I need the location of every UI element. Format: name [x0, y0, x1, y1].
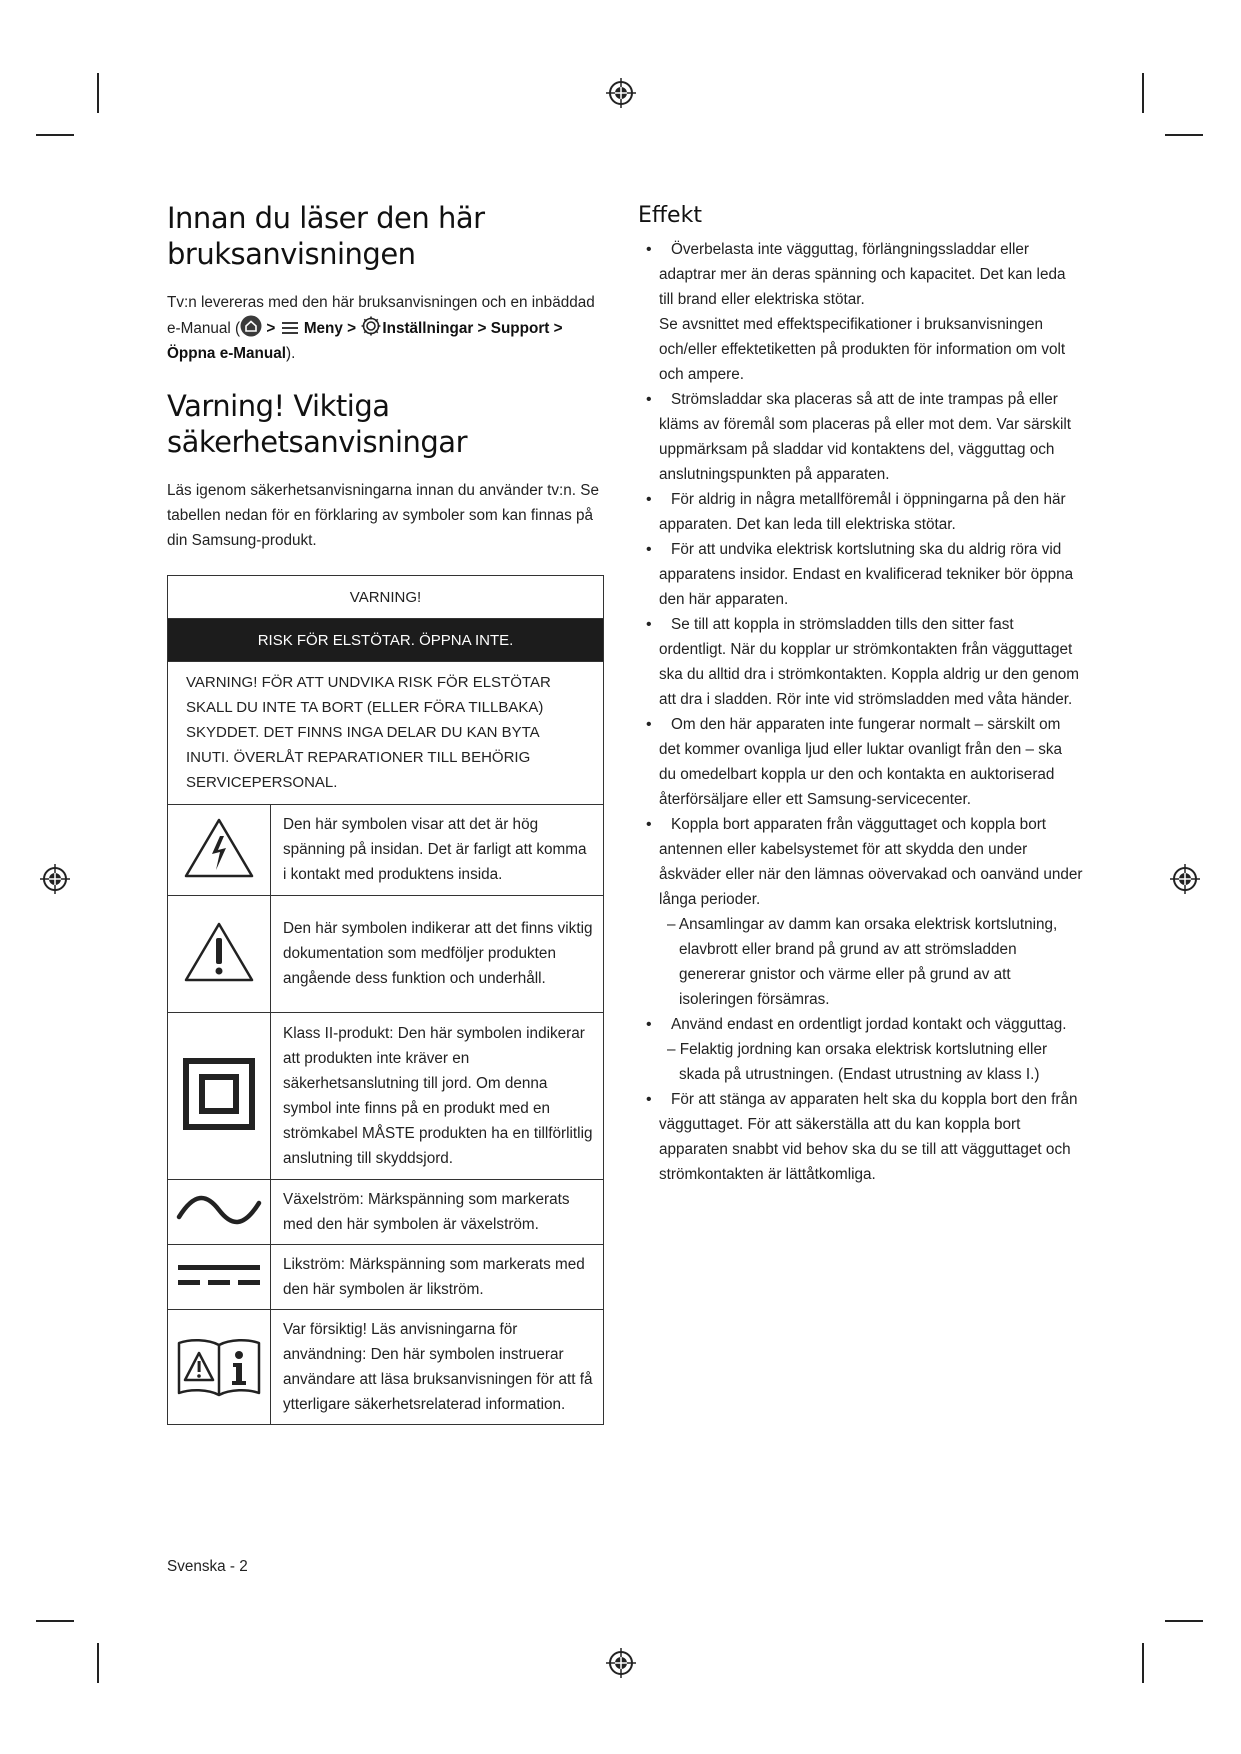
table-header: VARNING!: [168, 576, 604, 619]
bullet-text: • Använd endast en ordentligt jordad kontakt och vägguttag.: [671, 1016, 1067, 1033]
menu-icon: [280, 319, 300, 337]
table-row: [168, 1180, 604, 1245]
list-item: [638, 487, 1083, 537]
safety-symbols-table: [167, 575, 604, 1425]
registration-mark-icon: [40, 864, 70, 894]
symbol-description: Den här symbolen indikerar att det finns viktig dokumentation som medföljer produkten angående dess funktion och underhåll.: [271, 896, 604, 1013]
table-row: [168, 1310, 604, 1425]
symbol-cell: [168, 1310, 271, 1425]
breadcrumb-separator: >: [473, 320, 491, 337]
crop-mark: [97, 1643, 99, 1683]
crop-mark: [1142, 73, 1144, 113]
right-column: [638, 203, 1083, 1187]
bullet-text: • Strömsladdar ska placeras så att de inte trampas på eller kläms av föremål som placeras på eller mot dem. Var särskilt uppmärksam på sladdar vid kontaktens del, vägguttag och anslutningspunkten på apparaten.: [659, 391, 1072, 483]
breadcrumb-separator: >: [262, 320, 280, 337]
list-item: [638, 1012, 1083, 1087]
bullet-text: • Överbelasta inte vägguttag, förlängningssladdar eller adaptrar mer än deras spänning och kapacitet. Det kan leda till brand eller elektriska stötar.: [659, 241, 1066, 308]
list-item: [638, 812, 1083, 1012]
intro-text: Tv:n levereras med den här bruksanvisningen och en inbäddad e-Manual (: [167, 294, 595, 337]
bullet-text: • Om den här apparaten inte fungerar normalt – särskilt om det kommer ovanliga ljud eller luktar ovanligt från den – ska du omedelbart koppla ur den och kontakta en auktoriserad återförsäljare eller ett Samsung-servicecenter.: [659, 716, 1063, 808]
crop-mark: [97, 73, 99, 113]
page-title: Innan du läser den här bruksanvisningen: [167, 201, 485, 271]
section-heading: Effekt: [638, 203, 702, 228]
list-item: [638, 387, 1083, 487]
menu-label: Meny: [303, 320, 343, 337]
registration-mark-icon: [606, 1648, 636, 1678]
safety-list: [638, 237, 1083, 1187]
ac-wave-icon: [176, 1195, 262, 1225]
symbol-description: Likström: Märkspänning som markerats med den här symbolen är likström.: [271, 1245, 604, 1310]
home-icon: [240, 315, 262, 337]
bullet-text: • För aldrig in några metallföremål i öppningarna på den här apparaten. Det kan leda till elektriska stötar.: [659, 491, 1066, 533]
list-item: [638, 537, 1083, 612]
class-ii-icon: [183, 1058, 255, 1130]
list-item: [638, 237, 1083, 387]
crop-mark: [36, 1620, 74, 1622]
risk-banner: RISK FÖR ELSTÖTAR. ÖPPNA INTE.: [168, 619, 604, 662]
symbol-cell: [168, 805, 271, 896]
symbol-description: Växelström: Märkspänning som markerats med den här symbolen är växelström.: [271, 1180, 604, 1245]
crop-mark: [1165, 134, 1203, 136]
table-row: [168, 1245, 604, 1310]
bullet-note: Se avsnittet med effektspecifikationer i bruksanvisningen och/eller effektetiketten på produkten för information om volt och ampere.: [659, 316, 1066, 383]
left-column: [167, 200, 607, 1425]
warning-text: VARNING! FÖR ATT UNDVIKA RISK FÖR ELSTÖTAR SKALL DU INTE TA BORT (ELLER FÖRA TILLBAKA) SKYDDET. DET FINNS INGA DELAR DU KAN BYTA INUTI. ÖVERLÅT REPARATIONER TILL BEHÖRIG SERVICEPERSONAL.: [168, 662, 604, 805]
sub-item: – Ansamlingar av damm kan orsaka elektrisk kortslutning, elavbrott eller brand på grund av att strömsladden genererar gnistor och värme eller på grund av att isoleringen försämras.: [667, 916, 1058, 1008]
breadcrumb-separator: >: [549, 320, 563, 337]
table-row: [168, 1013, 604, 1180]
registration-mark-icon: [606, 78, 636, 108]
list-item: [638, 1087, 1083, 1187]
intro-text-end: ).: [285, 345, 296, 362]
crop-mark: [1165, 1620, 1203, 1622]
exclamation-triangle-icon: [183, 920, 255, 984]
breadcrumb-separator: >: [342, 320, 361, 337]
crop-mark: [36, 134, 74, 136]
symbol-cell: [168, 1245, 271, 1310]
bullet-text: • För att stänga av apparaten helt ska du koppla bort den från vägguttaget. För att säkerställa att du kan koppla bort apparaten snabbt vid behov ska du se till att vägguttaget och strömkontakten är lättåtkomliga.: [659, 1091, 1078, 1183]
crop-mark: [1142, 1643, 1144, 1683]
open-emanual-label: Öppna e-Manual: [167, 345, 286, 362]
bullet-text: • För att undvika elektrisk kortslutning ska du aldrig röra vid apparatens insidor. Endast en kvalificerad tekniker bör öppna den här apparaten.: [659, 541, 1074, 608]
table-row: [168, 896, 604, 1013]
symbol-cell: [168, 1013, 271, 1180]
list-item: [638, 612, 1083, 712]
safety-intro: Läs igenom säkerhetsanvisningarna innan du använder tv:n. Se tabellen nedan för en förklaring av symboler som kan finnas på din Samsung-produkt.: [167, 482, 599, 549]
gear-icon: [360, 315, 382, 337]
symbol-cell: [168, 1180, 271, 1245]
safety-title: Varning! Viktiga säkerhetsanvisningar: [167, 389, 467, 459]
symbol-description: Var försiktig! Läs anvisningarna för användning: Den här symbolen instruerar användare att läsa bruksanvisningen för att få ytterligare säkerhetsrelaterad information.: [271, 1310, 604, 1425]
page-footer: Svenska - 2: [167, 1558, 248, 1575]
settings-label: Inställningar: [382, 320, 474, 337]
support-label: Support: [490, 320, 550, 337]
sub-item: – Felaktig jordning kan orsaka elektrisk kortslutning eller skada på utrustningen. (Endast utrustning av klass I.): [667, 1041, 1048, 1083]
symbol-cell: [168, 896, 271, 1013]
intro-paragraph: [167, 290, 607, 366]
list-item: [638, 712, 1083, 812]
lightning-triangle-icon: [183, 816, 255, 880]
dc-lines-icon: [176, 1260, 262, 1290]
bullet-text: • Se till att koppla in strömsladden tills den sitter fast ordentligt. När du kopplar ur strömkontakten från vägguttaget ska du alltid dra i strömkontakten. Koppla aldrig ur den genom att dra i sladden. Rör inte vid strömsladden med våta händer.: [659, 616, 1080, 708]
manual-caution-icon: [176, 1333, 262, 1397]
symbol-description: Den här symbolen visar att det är hög spänning på insidan. Det är farligt att komma i kontakt med produktens insida.: [271, 805, 604, 896]
registration-mark-icon: [1170, 864, 1200, 894]
bullet-text: • Koppla bort apparaten från vägguttaget och koppla bort antennen eller kabelsystemet för att skydda den under åskväder eller när den lämnas oövervakad och oanvänd under långa perioder.: [659, 816, 1083, 908]
table-row: [168, 805, 604, 896]
symbol-description: Klass II-produkt: Den här symbolen indikerar att produkten inte kräver en säkerhetsanslutning till jord. Om denna symbol inte finns på en produkt med en strömkabel MÅSTE produkten ha en tillförlitlig anslutning till skyddsjord.: [271, 1013, 604, 1180]
